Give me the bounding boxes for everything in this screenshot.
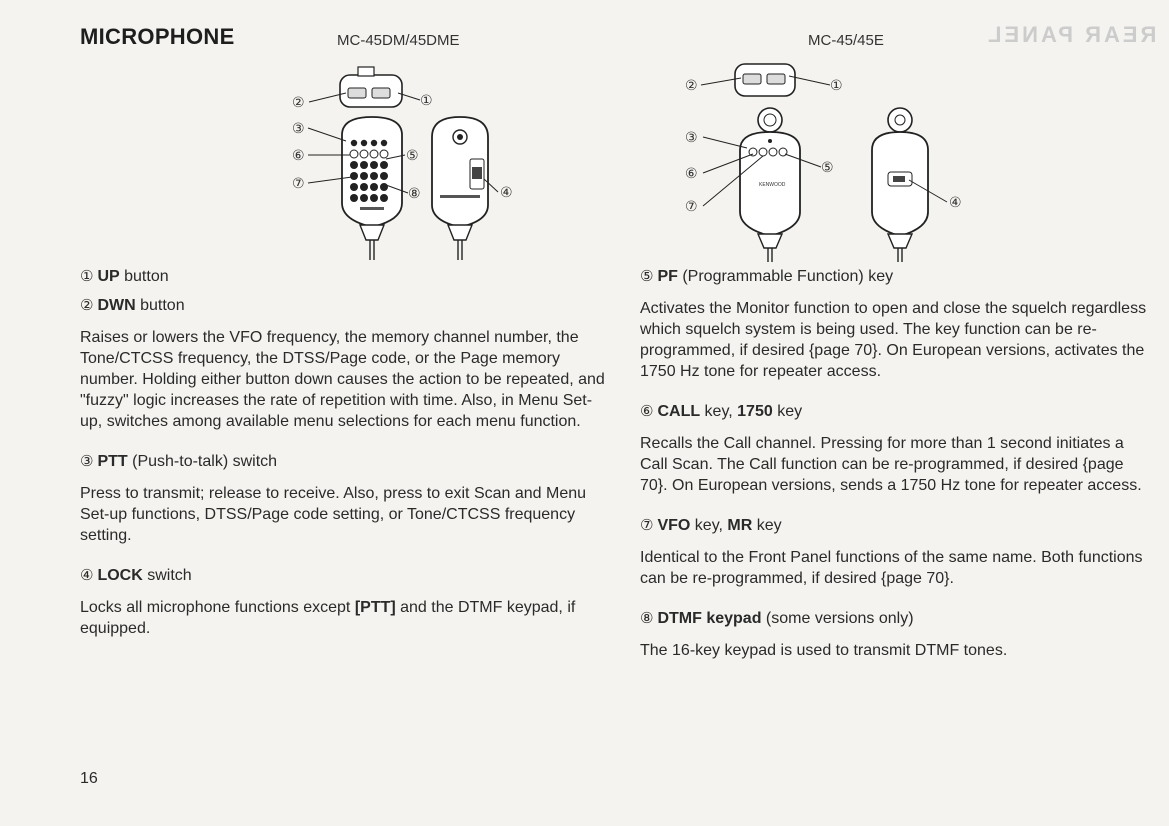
callout-4: ④	[500, 185, 513, 201]
mc45dm-microphone-figure	[280, 55, 550, 265]
mic-front-view	[342, 117, 402, 260]
mic-top-view-2	[735, 64, 795, 96]
bleed-through-heading: REAR PANEL	[985, 22, 1157, 47]
callout-8: ⑧	[408, 186, 421, 202]
item-call-body: Recalls the Call channel. Pressing for more than 1 second initiates a Call Scan. The Call function can be re-programmed, if desired {page 70}. On European versions, sends a 1750 Hz tone for repeater access.	[640, 435, 1142, 494]
callout-6: ⑥	[292, 148, 305, 164]
item-pf-title: ⑤ PF (Programmable Function) key	[640, 267, 894, 285]
item-dwn-body: Raises or lowers the VFO frequency, the memory channel number, the Tone/CTCSS frequency, the DTSS/Page code, or the Page memory number. Holding either button down causes the action to be repeated, and "fuzzy" logic increases the rate of repetition with time. Also, in Menu Set-up, switches among available menu selections for each menu function.	[80, 329, 605, 430]
left-column	[80, 265, 610, 657]
mc45-microphone-figure	[675, 52, 995, 262]
callout-6b: ⑥	[685, 166, 698, 182]
page-number: 16	[80, 770, 98, 787]
callout-4b: ④	[949, 195, 962, 211]
item-dtmf-title: ⑧ DTMF keypad (some versions only)	[640, 609, 914, 627]
item-ptt-body: Press to transmit; release to receive. Also, press to exit Scan and Menu Set-up functions, DTSS/Page code setting, or Tone/CTCSS frequency setting.	[80, 485, 587, 544]
mic-top-view	[340, 67, 402, 107]
item-pf-body: Activates the Monitor function to open and close the squelch regardless which squelch system is being used. The key function can be re-programmed, if desired {page 70}. On European versions, activates the 1750 Hz tone for repeater access.	[640, 300, 1147, 380]
right-column	[640, 265, 1155, 679]
callout-3: ③	[292, 121, 305, 137]
callout-1: ①	[420, 93, 433, 109]
model-label-left: MC-45DM/45DME	[337, 32, 460, 49]
item-call-title: ⑥ CALL key, 1750 key	[640, 402, 803, 420]
callout-3b: ③	[685, 130, 698, 146]
callout-2b: ②	[685, 78, 698, 94]
callout-5b: ⑤	[821, 160, 834, 176]
item-lock-body: Locks all microphone functions except [PTT] and the DTMF keypad, if equipped.	[80, 599, 576, 637]
brand-text: KENWOOD	[759, 182, 786, 188]
callout-7: ⑦	[292, 176, 305, 192]
item-dtmf-body: The 16-key keypad is used to transmit DTMF tones.	[640, 642, 1008, 659]
item-lock-title: ④ LOCK switch	[80, 566, 192, 584]
item-dwn-title: ② DWN button	[80, 296, 185, 314]
mic-front-view-2	[740, 108, 800, 262]
model-label-right: MC-45/45E	[808, 32, 884, 49]
section-heading: MICROPHONE	[80, 24, 235, 49]
callout-1b: ①	[830, 78, 843, 94]
callout-7b: ⑦	[685, 199, 698, 215]
mic-rear-view-2	[872, 108, 928, 262]
item-vfo-title: ⑦ VFO key, MR key	[640, 516, 782, 534]
callout-2: ②	[292, 95, 305, 111]
callout-5: ⑤	[406, 148, 419, 164]
mic-rear-view	[432, 117, 488, 260]
item-up-title: ① UP button	[80, 267, 169, 285]
item-ptt-title: ③ PTT (Push-to-talk) switch	[80, 452, 278, 470]
item-vfo-body: Identical to the Front Panel functions of the same name. Both functions can be re-programmed, if desired {page 70}.	[640, 549, 1143, 587]
